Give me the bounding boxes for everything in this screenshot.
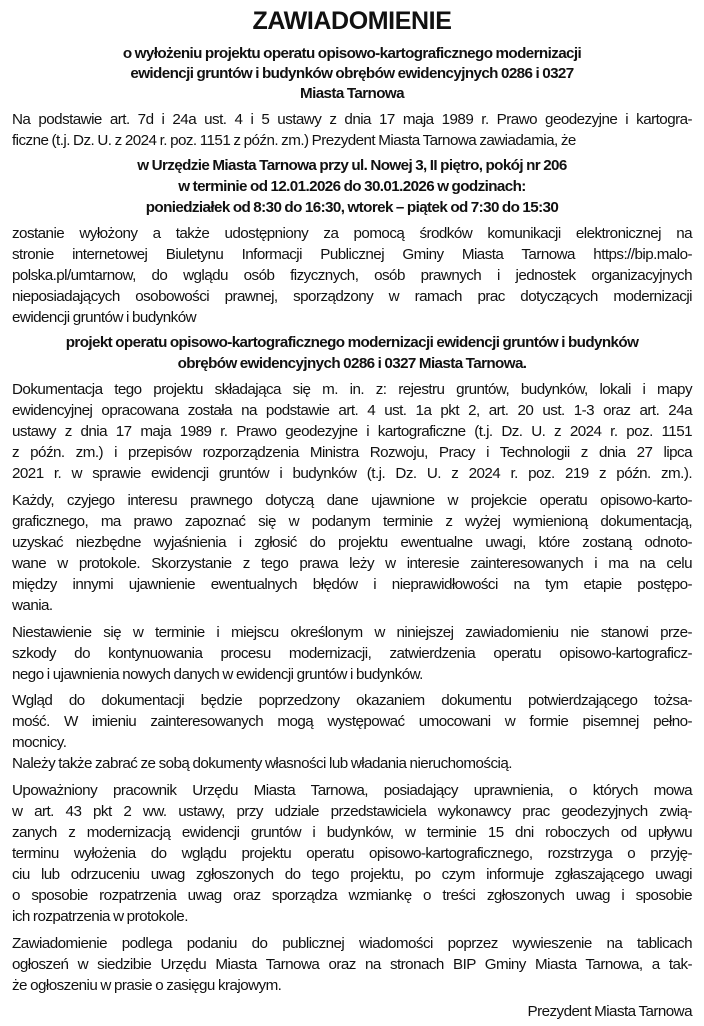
project-line: projekt operatu opisowo-kartograficznego modernizacji ewidencji gruntów i budynków: [65, 334, 639, 351]
rights-line: uzyskać niezbędne wyjaśnienia i zgłosić do projektu ewentualne uwagi, które zostaną odnoto-: [12, 534, 692, 551]
absence-line: Niestawienie się w terminie i miejscu określonym w niniejszej zawiadomieniu nie stanowi prze-: [12, 624, 692, 641]
identity-line: mość. W imieniu zainteresowanych mogą występować umocowani w formie pisemnej pełno-: [12, 713, 692, 730]
project-line: obrębów ewidencyjnych 0286 i 0327 Miasta Tarnowa.: [177, 355, 527, 372]
publication-line: że ogłoszeniu w prasie o zasięgu krajowym.: [12, 977, 282, 994]
employee-line: o sposobie rozpatrzenia uwag oraz sporządza wzmiankę o treści zgłoszonych uwag i sposobie: [12, 887, 692, 904]
subtitle-line: Miasta Tarnowa: [300, 85, 404, 102]
exposure-line: zostanie wyłożony a także udostępniony za pomocą środków komunikacji elektronicznej na: [12, 225, 692, 242]
rights-line: wania.: [12, 597, 53, 614]
notice-title: ZAWIADOMIENIE: [252, 7, 452, 35]
subtitle-line: o wyłożeniu projektu operatu opisowo-kartograficznego modernizacji: [122, 45, 582, 62]
identity-line: mocnicy.: [12, 734, 67, 751]
location-line: w Urzędzie Miasta Tarnowa przy ul. Nowej 3, II piętro, pokój nr 206: [137, 157, 567, 174]
intro-line: Na podstawie art. 7d i 24a ust. 4 i 5 ustawy z dnia 17 maja 1989 r. Prawo geodezyjne i kartogra-: [12, 111, 692, 128]
intro-line: ficzne (t.j. Dz. U. z 2024 r. poz. 1151 z późn. zm.) Prezydent Miasta Tarnowa zawiadamia, że: [12, 132, 576, 149]
documentation-line: Dokumentacja tego projektu składająca się m. in. z: rejestru gruntów, budynków, lokali i mapy: [12, 381, 692, 398]
employee-line: w art. 43 pkt 2 ww. ustawy, przy udziale przedstawiciela wykonawcy prac geodezyjnych zwią-: [12, 803, 692, 820]
employee-line: zanych z modernizacją ewidencji gruntów i budynków, w terminie 15 dni roboczych od upływu: [12, 824, 692, 841]
documentation-line: ustawy z dnia 17 maja 1989 r. Prawo geodezyjne i kartograficzne (t.j. Dz. U. z 2024 r. poz. 1151: [12, 423, 692, 440]
documentation-line: 2021 r. w sprawie ewidencji gruntów i budynków (t.j. Dz. U. z 2024 r. poz. 219 z późn. zm.).: [12, 465, 692, 482]
signature: Prezydent Miasta Tarnowa: [527, 1003, 692, 1020]
rights-line: graficznego, ma prawo zapoznać się w podanym terminie z wyżej wymienioną dokumentacją,: [12, 513, 692, 530]
subtitle-line: ewidencji gruntów i budynków obrębów ewidencyjnych 0286 i 0327: [130, 65, 574, 82]
rights-line: między innymi ujawnienie ewentualnych błędów i nieprawidłowości na tym etapie postępo-: [12, 576, 692, 593]
documentation-line: z późn. zm.) i przepisów rozporządzenia Ministra Rozwoju, Pracy i Technologii z dnia 27 lipca: [12, 444, 692, 461]
location-line: poniedziałek od 8:30 do 16:30, wtorek – piątek od 7:30 do 15:30: [145, 199, 559, 216]
publication-line: Zawiadomienie podlega podaniu do publicznej wiadomości poprzez wywieszenie na tablicach: [12, 935, 692, 952]
employee-line: terminu wyłożenia do wglądu projektu operatu opisowo-kartograficznego, rozstrzyga o przyję-: [12, 845, 692, 862]
exposure-line: nieposiadających osobowości prawnej, sporządzony w ramach prac dotyczących modernizacji: [12, 288, 692, 305]
publication-line: ogłoszeń w siedzibie Urzędu Miasta Tarnowa oraz na stronach BIP Gminy Miasta Tarnowa, a tak-: [12, 956, 692, 973]
identity-line: Należy także zabrać ze sobą dokumenty własności lub władania nieruchomością.: [12, 755, 512, 772]
rights-line: Każdy, czyjego interesu prawnego dotyczą dane ujawnione w projekcie operatu opisowo-karto-: [12, 492, 692, 509]
exposure-line: polska.pl/umtarnow, do wglądu osób fizycznych, osób prawnych i jednostek organizacyjnych: [12, 267, 692, 284]
exposure-line: stronie internetowej Biuletynu Informacji Publicznej Gminy Miasta Tarnowa https://bip.malo-: [12, 246, 692, 263]
employee-line: ich rozpatrzenia w protokole.: [12, 908, 188, 925]
employee-line: ciu lub odrzuceniu uwag zgłoszonych do tego projektu, po czym informuje zgłaszającego uwagi: [12, 866, 692, 883]
absence-line: szkody do kontynuowania procesu modernizacji, zatwierdzenia operatu opisowo-kartograficz-: [12, 645, 692, 662]
identity-line: Wgląd do dokumentacji będzie poprzedzony okazaniem dokumentu potwierdzającego tożsa-: [12, 692, 692, 709]
employee-line: Upoważniony pracownik Urzędu Miasta Tarnowa, posiadający uprawnienia, o których mowa: [12, 782, 692, 799]
location-line: w terminie od 12.01.2026 do 30.01.2026 w godzinach:: [178, 178, 526, 195]
documentation-line: ewidencyjnej opracowana została na podstawie art. 4 ust. 1a pkt 2, art. 20 ust. 1-3 oraz art. 24a: [12, 402, 692, 419]
rights-line: wane w protokole. Skorzystanie z tego prawa leży w interesie zainteresowanych i ma na celu: [12, 555, 692, 572]
exposure-line: ewidencji gruntów i budynków: [12, 309, 197, 326]
absence-line: nego i ujawnienia nowych danych w ewidencji gruntów i budynków.: [12, 666, 423, 683]
